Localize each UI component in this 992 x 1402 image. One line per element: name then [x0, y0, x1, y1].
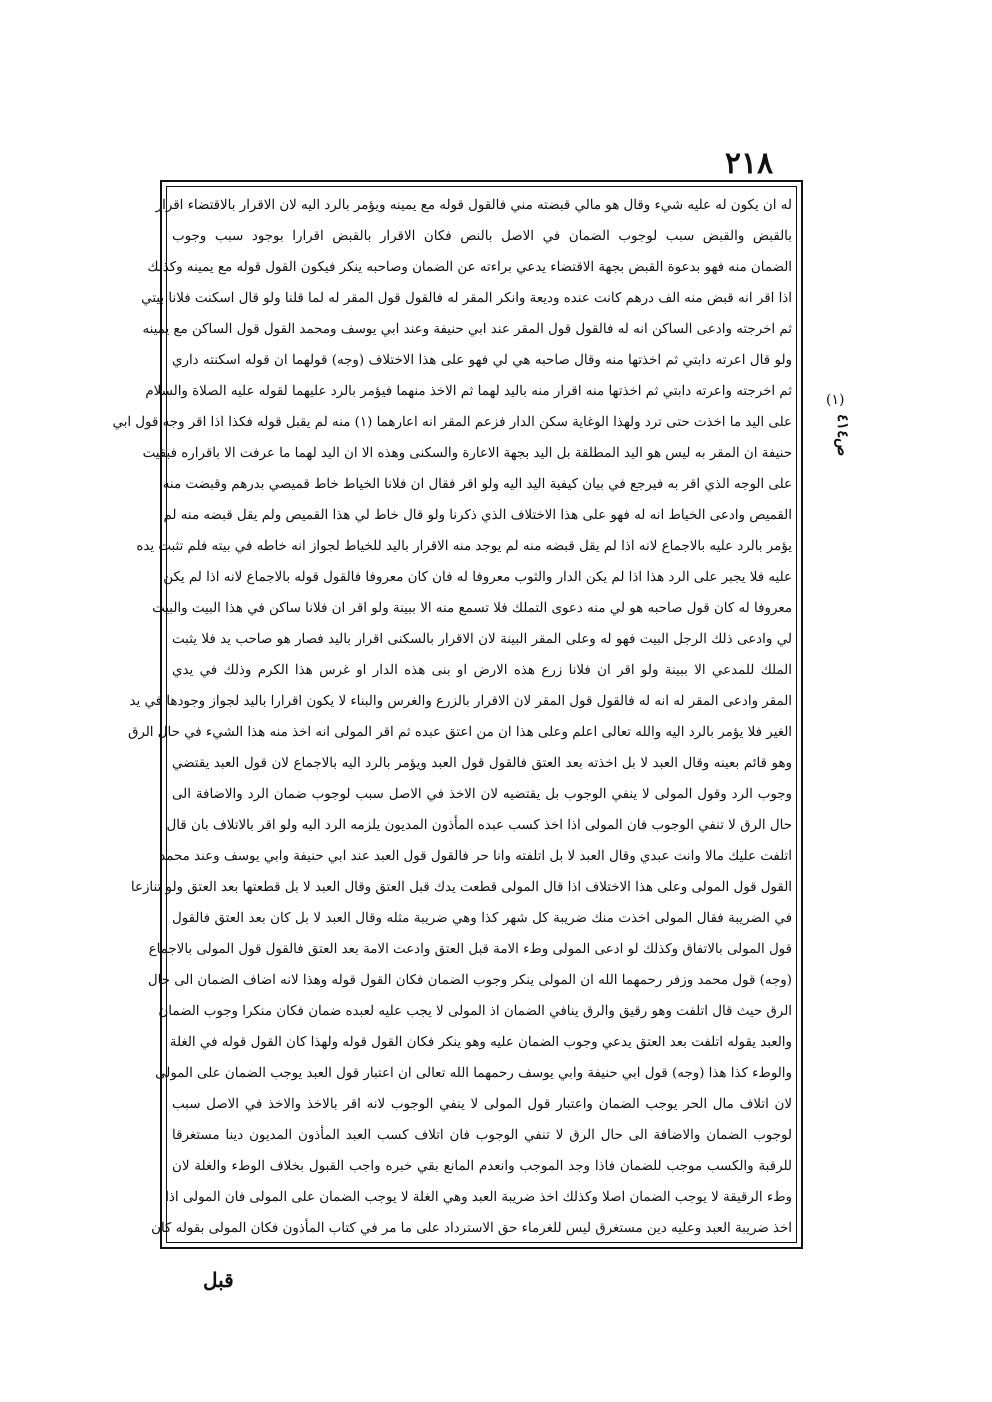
main-text-block	[112, 190, 792, 1240]
text-line: معروفا له كان قول صاحبه هو لي منه دعوى التملك فلا تسمع منه الا ببينة ولو اقر ان فلانا ساكن في هذا البيت والبيت	[152, 601, 792, 616]
text-line: الملك للمدعي الا ببينة ولو اقر ان فلانا زرع هذه الارض او بنى هذه الدار او غرس هذا الكرم وذلك في يدي	[172, 663, 792, 678]
text-line: اخذ ضريبة العبد وعليه دين مستغرق ليس للغرماء حق الاسترداد على ما مر في كتاب المأذون فكان المولى بقوله كان	[151, 1221, 792, 1236]
text-line: حال الرق لا تنفي الوجوب فان المولى اذا اخذ كسب عبده المأذون المديون يلزمه الرد اليه ولو اقر بالاتلاف بان قال	[166, 818, 792, 833]
text-line: القول قول المولى وعلى هذا الاختلاف اذا قال المولى قطعت يدك قبل العتق وقال العبد لا بل قطعتها بعد العتق ولو تنازعا	[130, 880, 792, 895]
text-line: والوطء كذا هذا (وجه) قول ابي حنيفة وابي يوسف رحمهما الله تعالى ان اعتبار قول العبد يوجب الضمان على المولى	[155, 1066, 792, 1081]
text-line: للرقبة والكسب موجب للضمان فاذا وجد الموجب وانعدم المانع بقي خبره واجب القبول بخلاف الوطء والغلة لان	[172, 1159, 792, 1174]
text-line: لوجوب الضمان والاضافة الى حال الرق لا تنفي الوجوب فان اتلاف كسب العبد المأذون المديون دينا مستغرقا	[172, 1128, 792, 1143]
text-line: لي وادعى ذلك الرجل البيت فهو له وعلى المقر البينة لان الاقرار بالسكنى اقرار باليد فصار هو صاحب يد فلا يثبت	[172, 632, 792, 647]
text-line: الرق حيث قال اتلفت وهو رقيق والرق ينافي الضمان اذ المولى لا يجب عليه لعبده ضمان فكان منكرا وجوب الضمان	[158, 1004, 792, 1019]
text-line: على اليد ما اخذت حتى ترد ولهذا الوغاية سكن الدار فزعم المقر انه اعارهما (١) منه لم يقبل قوله فكذا اذا اقر وجه قول ابي	[112, 415, 792, 430]
text-line: وهو قائم بعينه وقال العبد لا بل اخذته بعد العتق فالقول قول العبد ويؤمر بالرد اليه بالاجماع لان قول العبد يقتضي	[172, 756, 792, 771]
text-line: له ان يكون له عليه شيء وقال هو مالي قبضته مني فالقول قوله مع يمينه ويؤمر بالرد اليه لان الاقرار بالاقتضاء اقرار	[155, 198, 792, 213]
text-line: الضمان منه فهو بدعوة القبض بجهة الاقتضاء يدعي براءته عن الضمان وصاحبه ينكر فيكون القول قوله مع يمينه وكذلك	[147, 260, 792, 275]
text-line: بالقبض والقبض سبب لوجوب الضمان في الاصل بالنص فكان الاقرار بالقبض اقرارا بوجود سبب وجوب	[172, 229, 792, 244]
text-line: ولو قال اعرته دابتي ثم اخذتها منه وقال صاحبه هي لي فهو على هذا الاختلاف (وجه) قولهما ان قوله اسكنته داري	[172, 353, 792, 368]
text-line: (وجه) قول محمد وزفر رحمهما الله ان المولى ينكر وجوب الضمان فكان القول قوله وهذا لانه اضاف الضمان الى حال	[147, 973, 792, 988]
margin-number: (١)	[826, 392, 845, 408]
text-line: وطء الرقيقة لا يوجب الضمان اصلا وكذلك اخذ ضريبة العبد وهي الغلة لا يوجب الضمان على المولى فان المولى اذا	[165, 1190, 792, 1205]
text-line: وجوب الرد وقول المولى لا ينفي الوجوب بل يقتضيه لان الاخذ في الاصل سبب لوجوب ضمان الرد والاضافة الى	[172, 787, 792, 802]
text-line: اتلفت عليك مالا وانت عبدي وقال العبد لا بل اتلفته وانا حر فالقول قول العبد عند ابي حنيفة وابي يوسف وعند محمد	[159, 849, 792, 864]
text-line: المقر وادعى المقر له انه له فالقول قول المقر لان الاقرار بالزرع والغرس والبناء لا يكون اقرارا باليد لجواز وجودها في يد	[129, 694, 792, 709]
text-line: في الضريبة فقال المولى اخذت منك ضريبة كل شهر كذا وهي ضريبة مثله وقال العبد لا بل كان بعد العتق فالقول	[172, 911, 792, 926]
text-line: على الوجه الذي اقر به فيرجع في بيان كيفية اليد اليه ولو اقر فقال ان فلانا الخياط خاط قميصي بدرهم وقبضت منه	[162, 477, 792, 492]
text-line: عليه فلا يجبر على الرد هذا اذا لم يكن الدار والثوب معروفا له فان كان معروفا فالقول قوله بالاجماع لانه اذا لم يكن	[163, 570, 792, 585]
text-line: القميص وادعى الخياط انه له فهو على هذا الاختلاف الذي ذكرنا ولو قال خاط لي هذا القميص ولم يقل قبضه منه لم	[163, 508, 792, 523]
text-line: يؤمر بالرد عليه بالاجماع لانه اذا لم يقل قبضه منه لم يوجد منه الاقرار باليد للخياط لجواز انه خاطه في بيته فلم تثبت يده	[136, 539, 792, 554]
text-line: ثم اخرجته واعرته دابتي ثم اخذتها منه اقرار منه باليد لهما ثم الاخذ منهما فيؤمر بالرد عليهما لقوله عليه الصلاة والسلام	[145, 384, 792, 399]
text-line: الغير فلا يؤمر بالرد اليه والله تعالى اعلم وعلى هذا ان من اعتق عبده ثم اقر المولى انه اخذ منه هذا الشيء في حال الرق	[127, 725, 792, 740]
text-line: والعبد يقوله اتلفت بعد العتق يدعي وجوب الضمان عليه وهو ينكر فكان القول قوله ولهذا كان القول قوله في الغلة	[169, 1035, 792, 1050]
catchword: قبل	[203, 1268, 234, 1292]
text-line: حنيفة ان المقر به ليس هو اليد المطلقة بل اليد بجهة الاعارة والسكنى وهذه الا ان اليد لهما ما عرفت الا باقراره فبقيت	[142, 446, 792, 461]
text-line: لان اتلاف مال الحر يوجب الضمان واعتبار قول المولى لا ينفي الوجوب لانه اقر بالاخذ والاخذ في الاصل سبب	[172, 1097, 792, 1112]
margin-note: ص٤١٤	[834, 413, 852, 457]
text-line: قول المولى بالاتفاق وكذلك لو ادعى المولى وطء الامة قبل العتق وادعت الامة بعد العتق فالقول قول المولى بالاجماع	[148, 942, 792, 957]
text-line: اذا اقر انه قبض منه الف درهم كانت عنده وديعة وانكر المقر له فالقول قول المقر له لما قلنا ولو قال اسكنت فلانا بيتي	[141, 291, 792, 306]
text-line: ثم اخرجته وادعى الساكن انه له فالقول قول المقر عند ابي حنيفة وعند ابي يوسف ومحمد القول قول الساكن مع يمينه	[142, 322, 792, 337]
page-number: ٢١٨	[724, 146, 774, 181]
